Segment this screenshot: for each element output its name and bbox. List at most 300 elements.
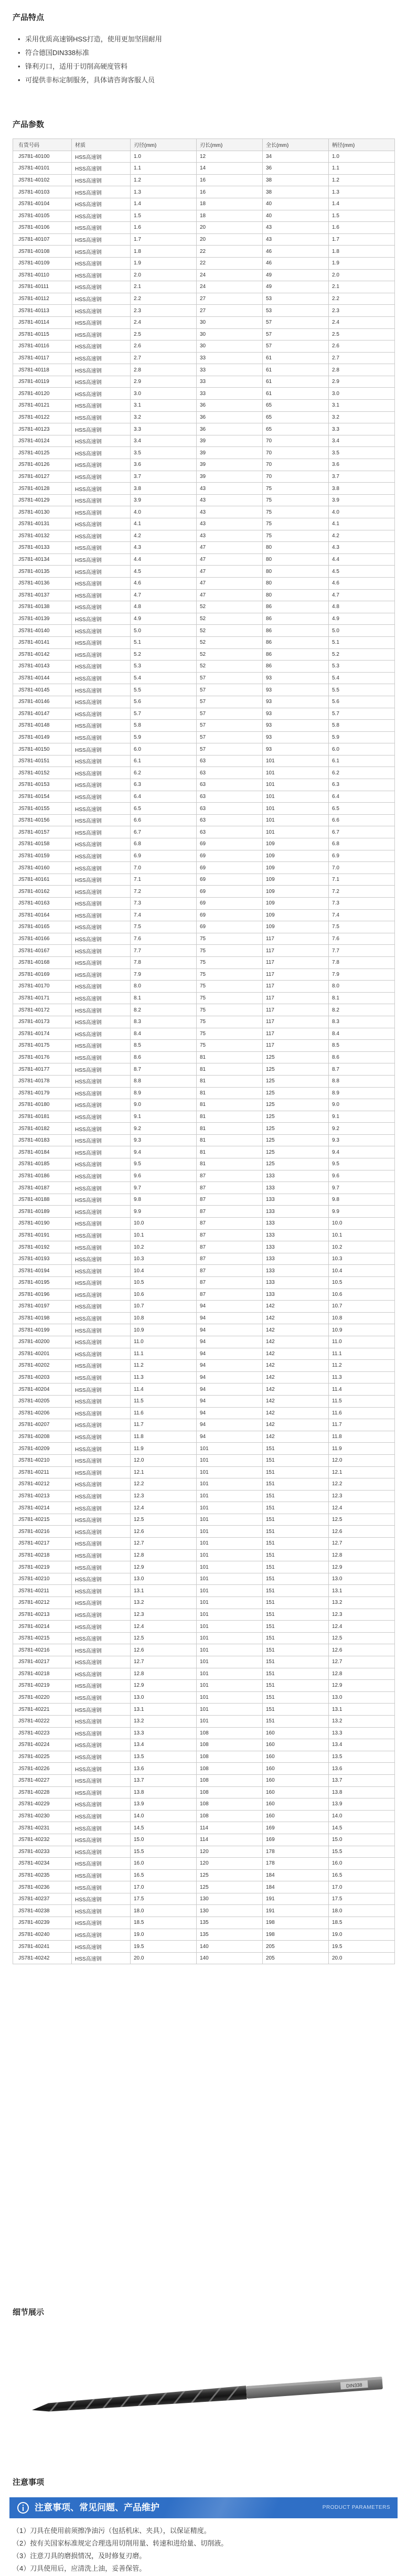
cell-overall-length: 125 xyxy=(263,1099,329,1111)
cell-material: HSS高速钢 xyxy=(72,1218,131,1230)
note-item: （3）注意刀具的磨损情况，及时修复刃磨。 xyxy=(13,2552,146,2560)
cell-flute-length: 101 xyxy=(197,1454,263,1466)
cell-flute-length: 101 xyxy=(197,1443,263,1455)
table-row xyxy=(13,1704,395,1716)
cell-cutting-diameter: 10.3 xyxy=(131,1253,197,1265)
table-row xyxy=(13,850,395,862)
cell-cutting-diameter: 13.6 xyxy=(131,1763,197,1775)
cell-material: HSS高速钢 xyxy=(72,1644,131,1656)
cell-part-no: JS781-40128 xyxy=(13,483,72,495)
cell-overall-length: 109 xyxy=(263,850,329,862)
cell-shank-diameter: 6.6 xyxy=(329,814,395,826)
table-row xyxy=(13,151,395,163)
cell-cutting-diameter: 1.0 xyxy=(131,151,197,163)
table-row xyxy=(13,1395,395,1407)
cell-shank-diameter: 11.8 xyxy=(329,1431,395,1443)
cell-part-no: JS781-40120 xyxy=(13,388,72,400)
cell-shank-diameter: 1.0 xyxy=(329,151,395,163)
cell-cutting-diameter: 18.0 xyxy=(131,1905,197,1917)
cell-overall-length: 109 xyxy=(263,886,329,898)
cell-overall-length: 160 xyxy=(263,1751,329,1763)
cell-material: HSS高速钢 xyxy=(72,1952,131,1964)
cell-shank-diameter: 3.6 xyxy=(329,459,395,471)
cell-flute-length: 108 xyxy=(197,1786,263,1798)
cell-flute-length: 125 xyxy=(197,1881,263,1893)
cell-overall-length: 151 xyxy=(263,1549,329,1561)
cell-overall-length: 142 xyxy=(263,1419,329,1431)
cell-overall-length: 198 xyxy=(263,1929,329,1941)
cell-flute-length: 101 xyxy=(197,1502,263,1514)
cell-material: HSS高速钢 xyxy=(72,435,131,447)
cell-material: HSS高速钢 xyxy=(72,1431,131,1443)
table-row xyxy=(13,1597,395,1609)
cell-overall-length: 40 xyxy=(263,210,329,222)
cell-shank-diameter: 9.2 xyxy=(329,1123,395,1135)
cell-cutting-diameter: 5.9 xyxy=(131,731,197,743)
cell-cutting-diameter: 2.3 xyxy=(131,305,197,317)
cell-shank-diameter: 1.8 xyxy=(329,246,395,258)
cell-overall-length: 160 xyxy=(263,1727,329,1739)
cell-overall-length: 80 xyxy=(263,566,329,578)
cell-overall-length: 125 xyxy=(263,1111,329,1123)
cell-overall-length: 151 xyxy=(263,1466,329,1478)
table-row xyxy=(13,661,395,673)
cell-material: HSS高速钢 xyxy=(72,151,131,163)
cell-material: HSS高速钢 xyxy=(72,886,131,898)
cell-material: HSS高速钢 xyxy=(72,613,131,625)
cell-part-no: JS781-40107 xyxy=(13,233,72,246)
cell-cutting-diameter: 11.2 xyxy=(131,1360,197,1372)
cell-shank-diameter: 7.9 xyxy=(329,968,395,981)
cell-material: HSS高速钢 xyxy=(72,1016,131,1028)
cell-part-no: JS781-40104 xyxy=(13,198,72,210)
cell-flute-length: 75 xyxy=(197,1016,263,1028)
table-row xyxy=(13,1443,395,1455)
table-row xyxy=(13,340,395,353)
table-row xyxy=(13,1075,395,1087)
table-row xyxy=(13,1241,395,1253)
cell-material: HSS高速钢 xyxy=(72,186,131,198)
cell-shank-diameter: 11.1 xyxy=(329,1348,395,1360)
cell-material: HSS高速钢 xyxy=(72,246,131,258)
table-row xyxy=(13,1004,395,1016)
cell-flute-length: 81 xyxy=(197,1063,263,1076)
cell-shank-diameter: 12.2 xyxy=(329,1478,395,1491)
cell-flute-length: 87 xyxy=(197,1229,263,1241)
cell-part-no: JS781-40216 xyxy=(13,1644,72,1656)
cell-shank-diameter: 6.1 xyxy=(329,755,395,767)
cell-flute-length: 87 xyxy=(197,1241,263,1253)
cell-part-no: JS781-40196 xyxy=(13,1289,72,1301)
cell-overall-length: 70 xyxy=(263,435,329,447)
cell-flute-length: 87 xyxy=(197,1182,263,1194)
cell-overall-length: 160 xyxy=(263,1786,329,1798)
cell-cutting-diameter: 7.1 xyxy=(131,874,197,886)
table-row xyxy=(13,767,395,779)
cell-part-no: JS781-40214 xyxy=(13,1621,72,1633)
cell-material: HSS高速钢 xyxy=(72,755,131,767)
cell-cutting-diameter: 3.9 xyxy=(131,494,197,506)
cell-material: HSS高速钢 xyxy=(72,708,131,720)
cell-shank-diameter: 5.2 xyxy=(329,648,395,661)
cell-shank-diameter: 2.7 xyxy=(329,352,395,364)
cell-flute-length: 94 xyxy=(197,1431,263,1443)
table-row xyxy=(13,1040,395,1052)
cell-cutting-diameter: 12.8 xyxy=(131,1549,197,1561)
cell-flute-length: 108 xyxy=(197,1774,263,1786)
cell-shank-diameter: 13.9 xyxy=(329,1798,395,1811)
cell-cutting-diameter: 5.5 xyxy=(131,684,197,696)
table-row xyxy=(13,1466,395,1478)
cell-shank-diameter: 3.1 xyxy=(329,400,395,412)
cell-overall-length: 151 xyxy=(263,1632,329,1644)
cell-overall-length: 151 xyxy=(263,1691,329,1704)
cell-shank-diameter: 13.0 xyxy=(329,1691,395,1704)
cell-part-no: JS781-40242 xyxy=(13,1952,72,1964)
cell-part-no: JS781-40155 xyxy=(13,803,72,815)
cell-material: HSS高速钢 xyxy=(72,293,131,305)
cell-material: HSS高速钢 xyxy=(72,661,131,673)
cell-overall-length: 151 xyxy=(263,1715,329,1727)
cell-shank-diameter: 6.2 xyxy=(329,767,395,779)
cell-shank-diameter: 11.5 xyxy=(329,1395,395,1407)
feature-list xyxy=(18,33,162,87)
cell-part-no: JS781-40201 xyxy=(13,1348,72,1360)
cell-material: HSS高速钢 xyxy=(72,1383,131,1396)
cell-shank-diameter: 8.8 xyxy=(329,1075,395,1087)
cell-part-no: JS781-40240 xyxy=(13,1929,72,1941)
cell-material: HSS高速钢 xyxy=(72,696,131,708)
cell-shank-diameter: 3.8 xyxy=(329,483,395,495)
cell-material: HSS高速钢 xyxy=(72,981,131,993)
cell-part-no: JS781-40143 xyxy=(13,661,72,673)
cell-material: HSS高速钢 xyxy=(72,328,131,340)
table-row xyxy=(13,945,395,957)
cell-material: HSS高速钢 xyxy=(72,743,131,755)
cell-shank-diameter: 4.1 xyxy=(329,518,395,530)
cell-part-no: JS781-40239 xyxy=(13,1917,72,1929)
cell-flute-length: 27 xyxy=(197,305,263,317)
cell-cutting-diameter: 3.0 xyxy=(131,388,197,400)
cell-material: HSS高速钢 xyxy=(72,1929,131,1941)
cell-overall-length: 133 xyxy=(263,1277,329,1289)
cell-material: HSS高速钢 xyxy=(72,1443,131,1455)
cell-cutting-diameter: 10.0 xyxy=(131,1218,197,1230)
cell-material: HSS高速钢 xyxy=(72,1123,131,1135)
cell-part-no: JS781-40156 xyxy=(13,814,72,826)
cell-shank-diameter: 16.0 xyxy=(329,1858,395,1870)
cell-part-no: JS781-40121 xyxy=(13,400,72,412)
column-header-part-no: 有货号码 xyxy=(13,139,72,151)
table-row xyxy=(13,328,395,340)
cell-shank-diameter: 2.5 xyxy=(329,328,395,340)
cell-cutting-diameter: 14.0 xyxy=(131,1810,197,1822)
cell-shank-diameter: 10.9 xyxy=(329,1324,395,1336)
cell-cutting-diameter: 12.7 xyxy=(131,1656,197,1668)
cell-overall-length: 86 xyxy=(263,636,329,648)
cell-overall-length: 61 xyxy=(263,376,329,388)
cell-shank-diameter: 11.2 xyxy=(329,1360,395,1372)
cell-overall-length: 151 xyxy=(263,1514,329,1526)
cell-part-no: JS781-40122 xyxy=(13,411,72,423)
parameter-table xyxy=(13,139,395,1964)
cell-flute-length: 43 xyxy=(197,494,263,506)
table-row xyxy=(13,459,395,471)
cell-overall-length: 34 xyxy=(263,151,329,163)
cell-part-no: JS781-40209 xyxy=(13,1443,72,1455)
cell-material: HSS高速钢 xyxy=(72,1869,131,1881)
cell-shank-diameter: 7.3 xyxy=(329,898,395,910)
table-row xyxy=(13,1265,395,1277)
cell-part-no: JS781-40212 xyxy=(13,1597,72,1609)
cell-flute-length: 94 xyxy=(197,1324,263,1336)
cell-part-no: JS781-40219 xyxy=(13,1680,72,1692)
cell-overall-length: 169 xyxy=(263,1834,329,1846)
cell-cutting-diameter: 9.1 xyxy=(131,1111,197,1123)
table-row xyxy=(13,553,395,566)
cell-overall-length: 109 xyxy=(263,838,329,850)
cell-flute-length: 69 xyxy=(197,921,263,933)
cell-shank-diameter: 4.3 xyxy=(329,542,395,554)
cell-shank-diameter: 10.8 xyxy=(329,1312,395,1324)
cell-material: HSS高速钢 xyxy=(72,1419,131,1431)
table-row xyxy=(13,518,395,530)
cell-shank-diameter: 9.9 xyxy=(329,1206,395,1218)
cell-material: HSS高速钢 xyxy=(72,198,131,210)
cell-part-no: JS781-40197 xyxy=(13,1301,72,1313)
cell-part-no: JS781-40151 xyxy=(13,755,72,767)
cell-shank-diameter: 8.4 xyxy=(329,1028,395,1040)
cell-material: HSS高速钢 xyxy=(72,1111,131,1123)
cell-shank-diameter: 12.9 xyxy=(329,1680,395,1692)
cell-flute-length: 101 xyxy=(197,1680,263,1692)
cell-material: HSS高速钢 xyxy=(72,1893,131,1905)
cell-shank-diameter: 8.3 xyxy=(329,1016,395,1028)
cell-flute-length: 39 xyxy=(197,447,263,459)
cell-cutting-diameter: 11.9 xyxy=(131,1443,197,1455)
cell-cutting-diameter: 9.0 xyxy=(131,1099,197,1111)
cell-part-no: JS781-40112 xyxy=(13,293,72,305)
cell-part-no: JS781-40238 xyxy=(13,1905,72,1917)
cell-part-no: JS781-40229 xyxy=(13,1798,72,1811)
info-icon xyxy=(17,2502,29,2514)
cell-cutting-diameter: 9.5 xyxy=(131,1158,197,1170)
cell-overall-length: 40 xyxy=(263,198,329,210)
cell-shank-diameter: 12.4 xyxy=(329,1502,395,1514)
cell-material: HSS高速钢 xyxy=(72,1134,131,1146)
cell-flute-length: 87 xyxy=(197,1253,263,1265)
cell-flute-length: 94 xyxy=(197,1360,263,1372)
table-row xyxy=(13,1253,395,1265)
table-row xyxy=(13,1561,395,1573)
cell-shank-diameter: 11.7 xyxy=(329,1419,395,1431)
cell-flute-length: 33 xyxy=(197,364,263,376)
cell-overall-length: 142 xyxy=(263,1348,329,1360)
cell-cutting-diameter: 19.0 xyxy=(131,1929,197,1941)
cell-material: HSS高速钢 xyxy=(72,400,131,412)
cell-shank-diameter: 6.4 xyxy=(329,791,395,803)
cell-material: HSS高速钢 xyxy=(72,933,131,945)
table-row xyxy=(13,731,395,743)
cell-overall-length: 117 xyxy=(263,933,329,945)
cell-shank-diameter: 2.2 xyxy=(329,293,395,305)
cell-material: HSS高速钢 xyxy=(72,1526,131,1538)
table-row xyxy=(13,1336,395,1348)
table-row xyxy=(13,1063,395,1076)
cell-overall-length: 86 xyxy=(263,625,329,637)
cell-material: HSS高速钢 xyxy=(72,684,131,696)
cell-flute-length: 18 xyxy=(197,198,263,210)
cell-overall-length: 36 xyxy=(263,163,329,175)
table-row xyxy=(13,968,395,981)
cell-material: HSS高速钢 xyxy=(72,1312,131,1324)
cell-shank-diameter: 13.6 xyxy=(329,1763,395,1775)
cell-overall-length: 93 xyxy=(263,696,329,708)
cell-shank-diameter: 13.5 xyxy=(329,1751,395,1763)
cell-flute-length: 63 xyxy=(197,826,263,838)
cell-part-no: JS781-40118 xyxy=(13,364,72,376)
cell-overall-length: 80 xyxy=(263,589,329,601)
cell-flute-length: 101 xyxy=(197,1585,263,1597)
cell-shank-diameter: 2.8 xyxy=(329,364,395,376)
cell-part-no: JS781-40189 xyxy=(13,1206,72,1218)
table-row xyxy=(13,921,395,933)
cell-overall-length: 151 xyxy=(263,1526,329,1538)
cell-shank-diameter: 5.8 xyxy=(329,720,395,732)
cell-cutting-diameter: 3.1 xyxy=(131,400,197,412)
cell-shank-diameter: 4.7 xyxy=(329,589,395,601)
cell-shank-diameter: 4.2 xyxy=(329,530,395,542)
cell-flute-length: 101 xyxy=(197,1514,263,1526)
cell-shank-diameter: 14.0 xyxy=(329,1810,395,1822)
cell-part-no: JS781-40179 xyxy=(13,1087,72,1099)
cell-cutting-diameter: 2.4 xyxy=(131,316,197,328)
cell-flute-length: 69 xyxy=(197,898,263,910)
cell-part-no: JS781-40215 xyxy=(13,1632,72,1644)
cell-shank-diameter: 6.9 xyxy=(329,850,395,862)
cell-overall-length: 142 xyxy=(263,1371,329,1383)
cell-part-no: JS781-40215 xyxy=(13,1514,72,1526)
cell-flute-length: 57 xyxy=(197,708,263,720)
cell-shank-diameter: 13.7 xyxy=(329,1774,395,1786)
table-row xyxy=(13,696,395,708)
cell-part-no: JS781-40140 xyxy=(13,625,72,637)
table-row xyxy=(13,1538,395,1550)
table-row xyxy=(13,400,395,412)
cell-cutting-diameter: 12.1 xyxy=(131,1466,197,1478)
cell-flute-length: 75 xyxy=(197,933,263,945)
cell-cutting-diameter: 8.5 xyxy=(131,1040,197,1052)
cell-material: HSS高速钢 xyxy=(72,838,131,850)
cell-overall-length: 65 xyxy=(263,400,329,412)
cell-material: HSS高速钢 xyxy=(72,1075,131,1087)
cell-shank-diameter: 11.6 xyxy=(329,1407,395,1419)
cell-material: HSS高速钢 xyxy=(72,1668,131,1680)
cell-overall-length: 86 xyxy=(263,648,329,661)
cell-part-no: JS781-40212 xyxy=(13,1478,72,1491)
cell-flute-length: 18 xyxy=(197,210,263,222)
cell-material: HSS高速钢 xyxy=(72,388,131,400)
cell-material: HSS高速钢 xyxy=(72,648,131,661)
cell-flute-length: 75 xyxy=(197,1040,263,1052)
cell-shank-diameter: 7.1 xyxy=(329,874,395,886)
column-header-cutting-diameter: 刃径(mm) xyxy=(131,139,197,151)
cell-cutting-diameter: 2.8 xyxy=(131,364,197,376)
cell-flute-length: 101 xyxy=(197,1691,263,1704)
cell-material: HSS高速钢 xyxy=(72,423,131,435)
cell-shank-diameter: 9.3 xyxy=(329,1134,395,1146)
cell-cutting-diameter: 5.6 xyxy=(131,696,197,708)
cell-material: HSS高速钢 xyxy=(72,1917,131,1929)
cell-shank-diameter: 13.8 xyxy=(329,1786,395,1798)
cell-overall-length: 117 xyxy=(263,968,329,981)
notes-list xyxy=(13,2525,228,2575)
table-row xyxy=(13,1549,395,1561)
cell-cutting-diameter: 9.6 xyxy=(131,1170,197,1182)
cell-cutting-diameter: 13.0 xyxy=(131,1573,197,1585)
table-row xyxy=(13,1324,395,1336)
cell-cutting-diameter: 10.5 xyxy=(131,1277,197,1289)
cell-flute-length: 101 xyxy=(197,1573,263,1585)
table-row xyxy=(13,269,395,281)
cell-material: HSS高速钢 xyxy=(72,1751,131,1763)
cell-flute-length: 69 xyxy=(197,862,263,874)
cell-part-no: JS781-40105 xyxy=(13,210,72,222)
cell-flute-length: 94 xyxy=(197,1419,263,1431)
cell-flute-length: 22 xyxy=(197,246,263,258)
cell-cutting-diameter: 12.4 xyxy=(131,1502,197,1514)
cell-part-no: JS781-40129 xyxy=(13,494,72,506)
cell-cutting-diameter: 12.9 xyxy=(131,1680,197,1692)
cell-shank-diameter: 14.5 xyxy=(329,1822,395,1834)
cell-overall-length: 151 xyxy=(263,1490,329,1502)
cell-cutting-diameter: 2.6 xyxy=(131,340,197,353)
cell-overall-length: 125 xyxy=(263,1146,329,1158)
table-row xyxy=(13,720,395,732)
cell-flute-length: 47 xyxy=(197,589,263,601)
table-row xyxy=(13,1786,395,1798)
cell-part-no: JS781-40106 xyxy=(13,222,72,234)
cell-cutting-diameter: 6.1 xyxy=(131,755,197,767)
cell-shank-diameter: 4.4 xyxy=(329,553,395,566)
cell-part-no: JS781-40210 xyxy=(13,1454,72,1466)
cell-flute-length: 87 xyxy=(197,1265,263,1277)
cell-overall-length: 160 xyxy=(263,1774,329,1786)
cell-shank-diameter: 13.2 xyxy=(329,1715,395,1727)
cell-flute-length: 140 xyxy=(197,1941,263,1953)
cell-flute-length: 81 xyxy=(197,1158,263,1170)
cell-part-no: JS781-40182 xyxy=(13,1123,72,1135)
cell-part-no: JS781-40103 xyxy=(13,186,72,198)
table-row xyxy=(13,316,395,328)
table-row xyxy=(13,411,395,423)
table-row xyxy=(13,1941,395,1953)
cell-material: HSS高速钢 xyxy=(72,1549,131,1561)
cell-shank-diameter: 9.8 xyxy=(329,1194,395,1206)
cell-cutting-diameter: 9.7 xyxy=(131,1182,197,1194)
cell-overall-length: 109 xyxy=(263,898,329,910)
cell-part-no: JS781-40139 xyxy=(13,613,72,625)
cell-flute-length: 22 xyxy=(197,257,263,269)
cell-cutting-diameter: 2.1 xyxy=(131,281,197,293)
cell-part-no: JS781-40177 xyxy=(13,1063,72,1076)
cell-overall-length: 125 xyxy=(263,1075,329,1087)
cell-overall-length: 93 xyxy=(263,708,329,720)
cell-flute-length: 33 xyxy=(197,388,263,400)
cell-cutting-diameter: 20.0 xyxy=(131,1952,197,1964)
cell-cutting-diameter: 5.2 xyxy=(131,648,197,661)
cell-cutting-diameter: 11.3 xyxy=(131,1371,197,1383)
